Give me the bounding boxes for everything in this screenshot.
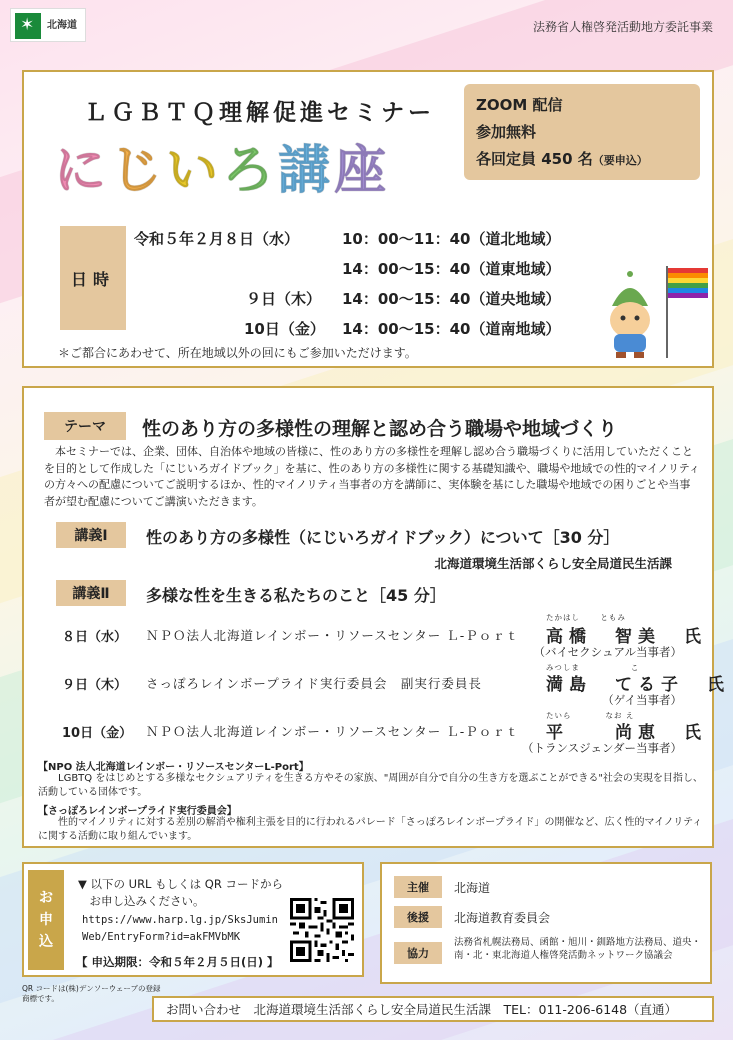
org-description: LGBTQ をはじめとする多様なセクシュアリティを生きる方やその家族、"周囲が自分で自分の生き方を選ぶことができる"社会の実現を目指し、活動している団体です。 <box>38 773 703 798</box>
apply-label-char: 申 <box>39 912 53 928</box>
logo-text: 北海道 <box>47 20 77 31</box>
apply-url-line[interactable]: https://www.harp.lg.jp/SksJumin <box>82 914 278 926</box>
date-label: 日時 <box>60 226 126 330</box>
seminar-overview-box <box>22 70 714 368</box>
theme-title: 性のあり方の多様性の理解と認め合う職場や地域づくり <box>142 418 618 440</box>
apply-label-char: お <box>39 890 53 906</box>
speaker-org: ＮＰＯ法人北海道レインボー・リソースセンター Ｌ-Ｐｏｒｔ <box>146 724 520 739</box>
organizers-box <box>380 862 712 984</box>
free-text: 参加無料 <box>476 123 537 141</box>
speaker-ruby: たいら なお え <box>546 711 635 720</box>
schedule-area: （道央地域） <box>470 290 561 308</box>
schedule-time-area <box>342 228 561 249</box>
capacity-text: 各回定員 450 名 <box>476 150 593 168</box>
brand-char: ろ <box>222 141 279 201</box>
application-box <box>22 862 364 977</box>
brand-char: 座 <box>334 141 391 201</box>
apply-text-line: ▼ 以下の URL もしくは QR コードから <box>78 877 283 891</box>
seminar-title: ＬＧＢＴＱ理解促進セミナー <box>84 100 435 126</box>
speaker-name: 高橋 智美 氏 <box>546 627 707 647</box>
speaker-name: 満島 てる子 氏 <box>546 675 730 695</box>
schedule-time: 14：00～15：40 <box>342 320 471 338</box>
schedule-area: （道北地域） <box>470 230 561 248</box>
apply-url-line[interactable]: Web/EntryForm?id=akFMVbMK <box>82 931 241 943</box>
organizer-value: 北海道 <box>454 881 491 895</box>
schedule-row <box>134 228 299 249</box>
speaker-role: （ゲイ当事者） <box>602 693 682 707</box>
schedule-time: 14：00～15：40 <box>342 260 471 278</box>
speaker-day: ９日（木） <box>62 678 128 693</box>
speaker-name: 平 尚恵 氏 <box>546 723 707 743</box>
org-description: 性的マイノリティに対する差別の解消や権利主張を目的に行われるパレード「さっぽろレインボープライド」の開催など、広く性的マイノリティに関する活動に取り組んでいます。 <box>38 817 703 842</box>
lecture2-title: 多様な性を生きる私たちのこと［45 分］ <box>146 586 446 605</box>
lecture1-org: 北海道環境生活部くらし安全局道民生活課 <box>434 556 672 571</box>
apply-deadline: 【 申込期限：令和５年２月５日(日) 】 <box>76 955 279 969</box>
schedule-note: ＊ご都合にあわせて、所在地域以外の回にもご参加いただけます。 <box>58 346 417 360</box>
qr-code-icon[interactable] <box>290 898 354 962</box>
info-box <box>464 84 700 180</box>
apply-instructions <box>78 876 283 910</box>
hokkaido-flag-icon <box>15 13 41 39</box>
header <box>10 8 723 46</box>
brand-char: に <box>54 141 111 201</box>
zoom-text: ZOOM 配信 <box>476 96 563 114</box>
supporter-tag: 後援 <box>394 906 442 928</box>
speaker-role: （バイセクシュアル当事者） <box>533 645 682 659</box>
capacity-line <box>476 146 688 174</box>
supporter-value: 北海道教育委員会 <box>454 911 551 925</box>
contact-info: お問い合わせ 北海道環境生活部くらし安全局道民生活課 TEL：011-206-6148（直通） <box>152 996 714 1022</box>
schedule-date-text: 10日（金） <box>244 320 325 338</box>
schedule-time-area <box>342 258 561 279</box>
theme-intro: 本セミナーでは、企業、団体、自治体や地域の皆様に、性のあり方の多様性を理解し認め合う職場づくりに活用していただくことを目的として作成した「にじいろガイドブック」を基に、性のあり方の多様性に関する基礎知識や、職場や地域での性的マイノリティの方々への配慮についてご説明するほか、性的マイノリティ当事者の方を講師に、実体験を基にした職場や地域での困りごとや当事者が望む配慮についてご講演いただきます。 <box>44 445 700 508</box>
apply-url[interactable] <box>82 912 278 946</box>
schedule-date <box>246 288 321 309</box>
schedule-area: （道東地域） <box>470 260 561 278</box>
schedule-date: 令和５年２月８日（水） <box>134 230 300 248</box>
brand-char: い <box>166 141 223 201</box>
speaker-ruby: みつしま こ <box>546 663 640 672</box>
schedule-time-area <box>342 318 561 339</box>
apply-label <box>28 870 64 970</box>
brand-char: 講 <box>278 141 335 201</box>
brand-title <box>54 128 390 203</box>
cooperation-value: 法務省札幌法務局、函館・旭川・釧路地方法務局、道央・南・北・東北海道人権啓発活動ネットワーク協議会 <box>454 937 702 961</box>
schedule-time-area <box>342 288 561 309</box>
schedule-date <box>244 318 325 339</box>
speaker-org: さっぽろレインボープライド実行委員会 副実行委員長 <box>146 676 482 691</box>
speaker-ruby: たかはし ともみ <box>546 613 626 622</box>
theme-tag: テーマ <box>44 412 126 440</box>
lecture1-title: 性のあり方の多様性（にじいろガイドブック）について［30 分］ <box>146 528 620 547</box>
capacity-note: （要申込） <box>592 154 648 167</box>
qr-trademark-note: QR コードは(株)デンソーウェーブの登録商標です。 <box>22 984 161 1003</box>
brand-char: じ <box>110 141 167 201</box>
lecture2-tag: 講義Ⅱ <box>56 580 126 606</box>
schedule-date-text: ９日（木） <box>246 290 322 308</box>
commission-text: 法務省人権啓発活動地方委託事業 <box>532 20 713 34</box>
speaker-day: ８日（水） <box>62 630 128 645</box>
apply-label-char: 込 <box>39 934 53 950</box>
apply-text-line: お申し込みください。 <box>78 894 205 908</box>
org-heading: 【さっぽろレインボープライド実行委員会】 <box>38 806 237 817</box>
organizer-tag: 主催 <box>394 876 442 898</box>
org-heading: 【NPO 法人北海道レインボー・リソースセンターL-Port】 <box>38 762 309 773</box>
schedule-time: 10：00～11：40 <box>342 230 471 248</box>
schedule-area: （道南地域） <box>470 320 561 338</box>
cooperation-tag: 協力 <box>394 942 442 964</box>
lecture1-tag: 講義Ⅰ <box>56 522 126 548</box>
mascot-with-rainbow-flag-icon <box>594 262 714 362</box>
theme-box <box>22 386 730 848</box>
speaker-org: ＮＰＯ法人北海道レインボー・リソースセンター Ｌ-Ｐｏｒｔ <box>146 628 520 643</box>
hokkaido-logo <box>10 8 86 42</box>
schedule-time: 14：00～15：40 <box>342 290 471 308</box>
speaker-day: 10日（金） <box>62 726 133 741</box>
speaker-role: （トランスジェンダー当事者） <box>522 741 682 755</box>
